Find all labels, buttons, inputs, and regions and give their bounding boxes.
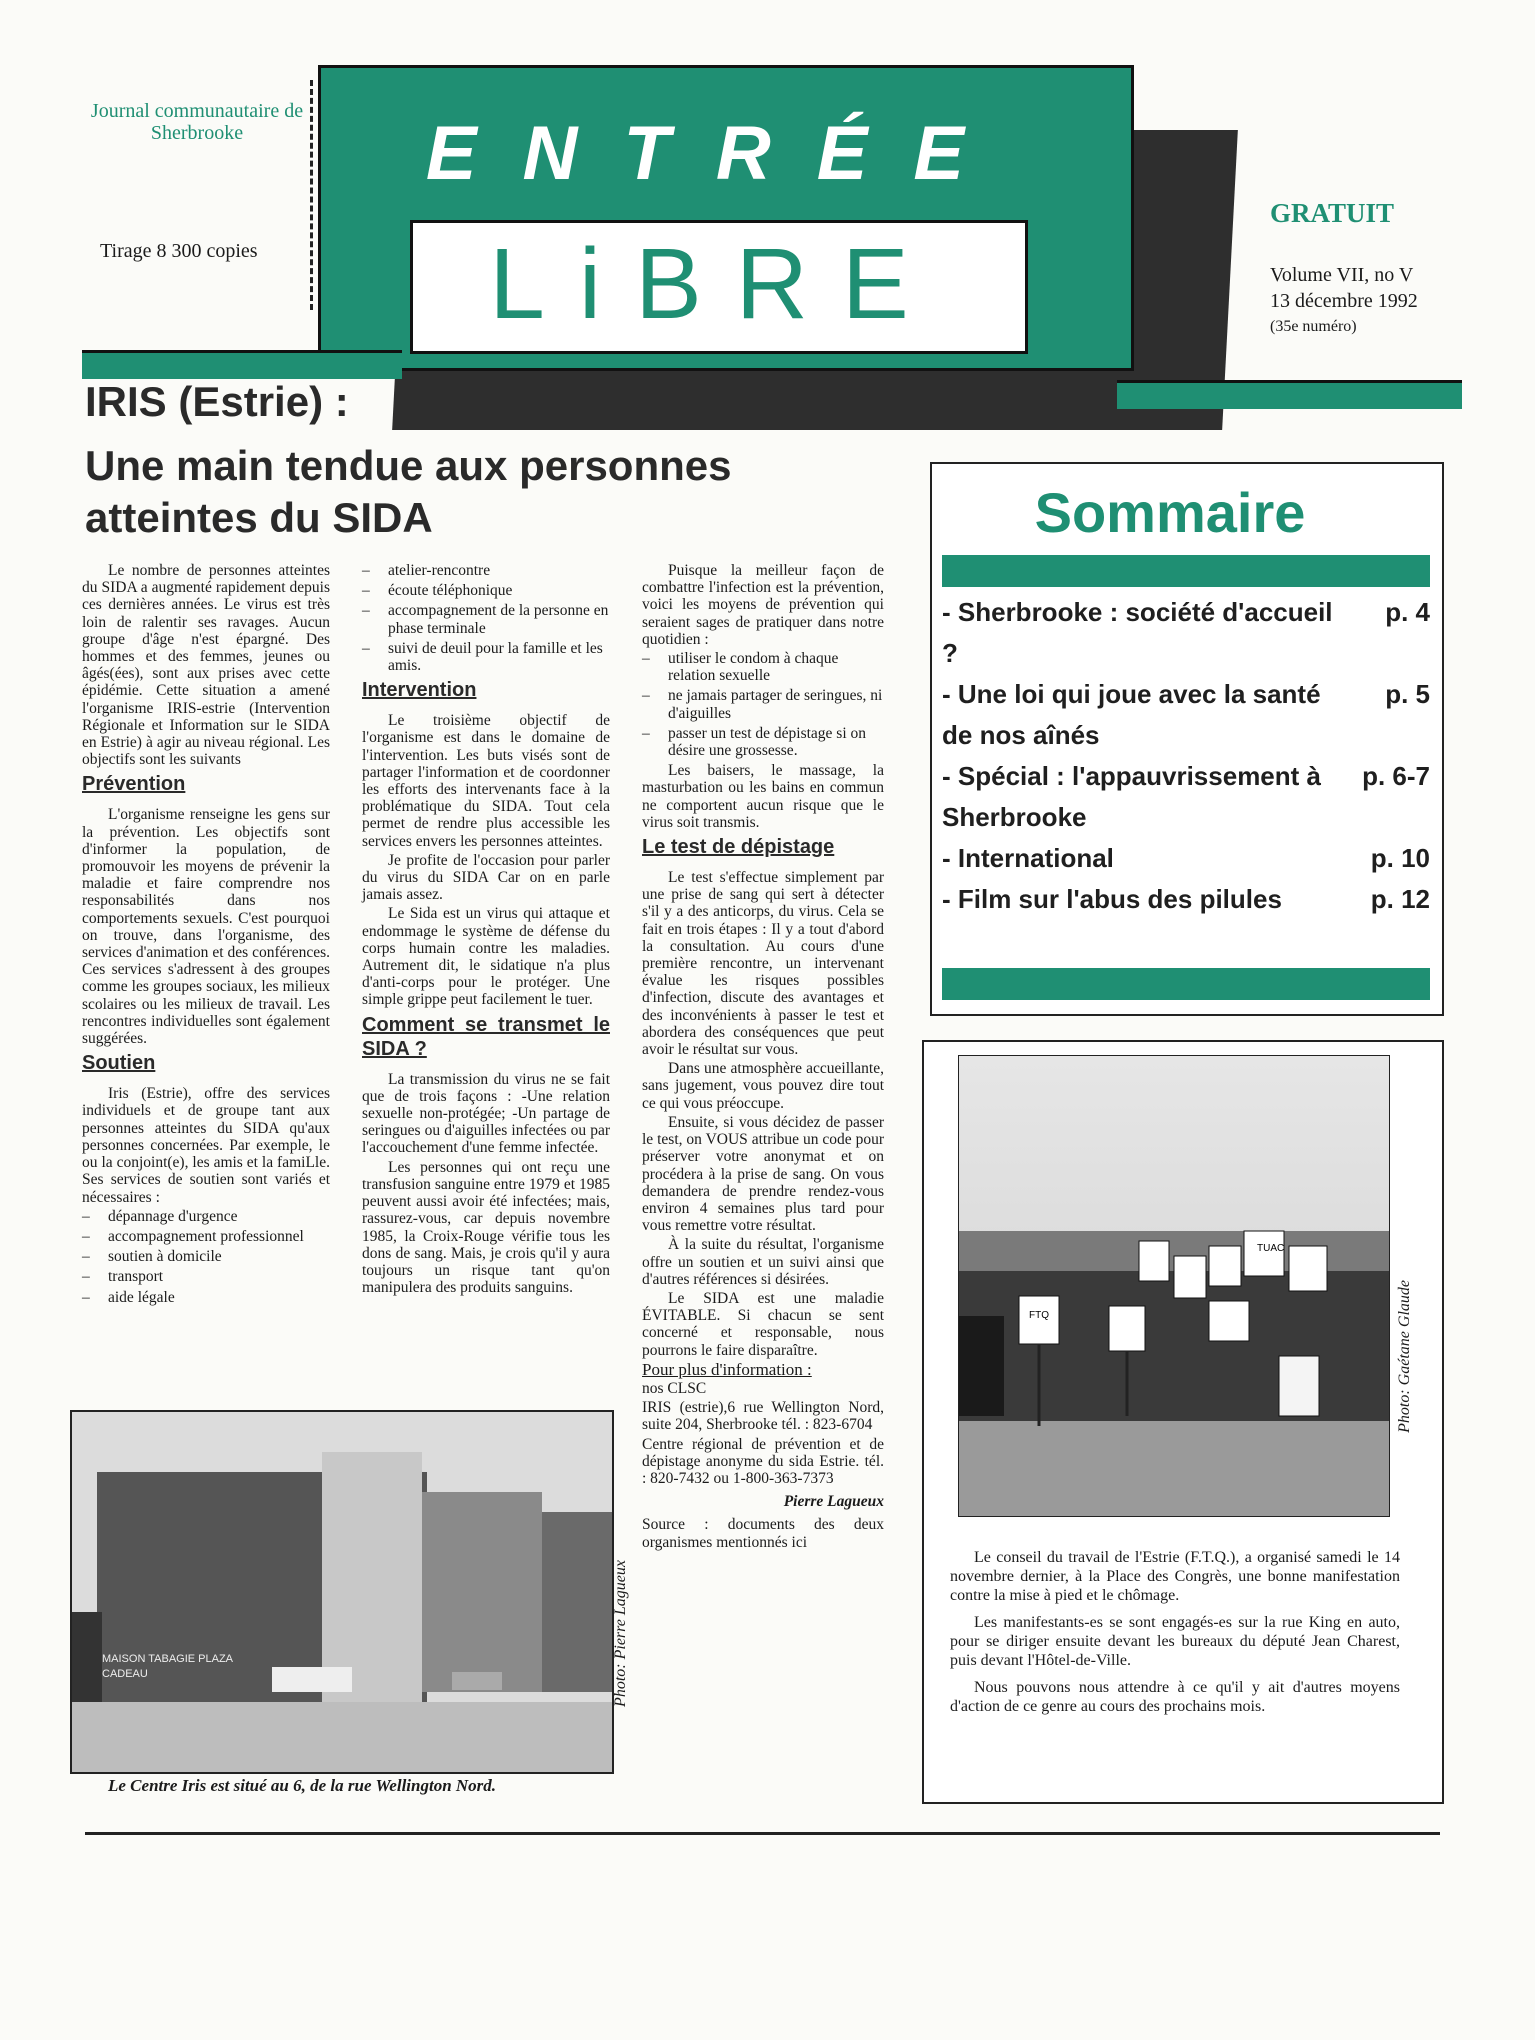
info-heading: Pour plus d'information :: [642, 1359, 812, 1379]
photo-credit-left: Photo: Pierre Lagueux: [612, 1560, 629, 1707]
list-item: – soutien à domicile: [82, 1248, 330, 1265]
building-photo: [70, 1410, 614, 1774]
paragraph: Le nombre de personnes atteintes du SIDA a augmenté rapidement depuis ces dernières années. Le virus est très loin de ralentir ses ravages. Aucun groupe d'âge n'est épargné. Des hommes et des femmes, jeunes ou âgés(ées), sont aux prises avec cette épidémie. Cette situation a amené l'organisme IRIS-estrie (Intervention Régionale et Information sur le SIDA en Estrie) à agir au niveau régional. Les objectifs sont les suivants: [82, 562, 330, 769]
issue-info: [1270, 262, 1418, 340]
caption-paragraph: Le conseil du travail de l'Estrie (F.T.Q.), a organisé samedi le 14 novembre dernier, à la Place des Congrès, une bonne manifestation contre la mise à pied et le chômage.: [950, 1549, 1400, 1604]
paragraph: Les baisers, le massage, la masturbation ou les bains en commun ne comportent aucun risque que le virus soit transmis.: [642, 762, 884, 831]
prevention-list: [642, 650, 884, 759]
building-photo-drawing: [72, 1412, 612, 1772]
masthead-bar-right: [1117, 380, 1462, 409]
list-item: – atelier-rencontre: [362, 562, 610, 579]
perforation-line: [310, 80, 313, 310]
photo-caption-right: [950, 1548, 1400, 1724]
paragraph: Ensuite, si vous décidez de passer le test, on VOUS attribue un code pour préserver votre anonymat et on procédera à la prise de sang. On vous demandera de prendre rendez-vous environ 4 semaines plus tard pour vous remettre votre résultat.: [642, 1113, 884, 1235]
sign-label: FTQ: [1029, 1310, 1049, 1321]
paragraph: Le test s'effectue simplement par une prise de sang qui sert à détecter s'il y a des anticorps, du virus. Cela se fait en trois étapes : Il y a tout d'abord la consultation. Au cours d'une première rencontre, un intervenant évalue les risques possibles d'infection, discute des avantages et des inconvénients à passer le test et abordera des conséquences que peut avoir le résultat sur vous.: [642, 869, 884, 1059]
sommaire-item-page: p. 10: [1370, 843, 1430, 873]
photo-credit-right: Photo: Gaétane Glaude: [1396, 1280, 1413, 1433]
section-heading: Comment se transmet le SIDA ?: [362, 1013, 610, 1060]
article-column-2: [362, 562, 610, 1298]
section-heading: Prévention: [82, 773, 186, 796]
masthead-title-top: ENTRÉE: [425, 111, 1011, 196]
bottom-rule: [85, 1832, 1440, 1835]
sommaire-item: [942, 756, 1430, 838]
sommaire-item-label: - Spécial : l'appauvrissement à Sherbrooke: [942, 761, 1321, 832]
sommaire-item: [942, 838, 1430, 879]
list-item: – aide légale: [82, 1289, 330, 1306]
services-list: [82, 1208, 330, 1306]
paragraph: Iris (Estrie), offre des services individuels et de groupe tant aux personnes atteintes du SIDA qu'aux personnes concernées. Par exemple, le ou la conjoint(e), les amis et la famiLle. Ses services de soutien sont variés et nécessaires :: [82, 1085, 330, 1206]
sommaire-item-label: - Sherbrooke : société d'accueil ?: [942, 597, 1333, 668]
issue-date: 13 décembre 1992: [1270, 290, 1418, 312]
list-item: – dépannage d'urgence: [82, 1208, 330, 1225]
caption-paragraph: Nous pouvons nous attendre à ce qu'il y ait d'autres moyens d'action de ce genre au cours des prochains mois.: [950, 1679, 1400, 1715]
sign-label: TUAC: [1257, 1243, 1285, 1254]
sommaire-list: [942, 592, 1430, 920]
storefront-sign: CADEAU: [102, 1668, 148, 1680]
paragraph: Je profite de l'occasion pour parler du virus du SIDA Car on en parle jamais assez.: [362, 851, 610, 904]
paragraph: Le troisième objectif de l'organisme est dans le domaine de l'intervention. Les buts visés sont de partager l'information et de coordonner les efforts des intervenants face à la problématique du SIDA. Tout cela permet de rendre plus accessible les services envers les personnes atteintes.: [362, 712, 610, 850]
paragraph: L'organisme renseigne les gens sur la prévention. Les objectifs sont d'informer la population, de promouvoir les moyens de prévenir la maladie et faire comprendre nos responsabilités dans nos comportements sexuels. C'est pourquoi on trouve, dans l'organisme, des services d'animation et des conférences. Ces services s'adressent à des groupes comme les groupes sociaux, les milieux scolaires ou les milieux de travail. Les rencontres individuelles sont également suggérées.: [82, 806, 330, 1048]
info-line: nos CLSC: [642, 1379, 707, 1397]
list-item: – écoute téléphonique: [362, 582, 610, 599]
sommaire-bar-bottom: [942, 968, 1430, 1000]
storefront-sign: MAISON TABAGIE PLAZA: [102, 1653, 234, 1665]
sommaire-item-page: p. 6-7: [1362, 761, 1430, 791]
article-headline: Une main tendue aux personnes atteintes du SIDA: [85, 442, 732, 541]
article-author: Pierre Lagueux: [783, 1493, 884, 1511]
article-column-1: [82, 562, 330, 1309]
masthead-bar-left: [82, 350, 402, 379]
demonstration-photo-drawing: [959, 1056, 1389, 1516]
publication-name: Journal communautaire de Sherbrooke: [90, 100, 304, 144]
section-heading: Soutien: [82, 1052, 156, 1075]
price-label: GRATUIT: [1270, 198, 1395, 228]
paragraph: À la suite du résultat, l'organisme offre un soutien et un suivi ainsi que d'autres références si désirées.: [642, 1236, 884, 1288]
list-item: – suivi de deuil pour la famille et les amis.: [362, 640, 610, 674]
sommaire-item-page: p. 12: [1370, 884, 1430, 914]
photo-caption-left: Le Centre Iris est situé au 6, de la rue Wellington Nord.: [108, 1776, 497, 1795]
info-line: Centre régional de prévention et de dépistage anonyme du sida Estrie. tél. : 820-7432 ou 1-800-363-7373: [642, 1435, 884, 1487]
list-item: – accompagnement professionnel: [82, 1228, 330, 1245]
sommaire-item: [942, 674, 1430, 756]
sommaire-bar-top: [942, 555, 1430, 587]
sommaire-item-page: p. 5: [1385, 679, 1430, 709]
sommaire-item-page: p. 4: [1385, 597, 1430, 627]
demonstration-photo: [958, 1055, 1390, 1517]
paragraph: Puisque la meilleur façon de combattre l'infection est la prévention, voici les moyens de prévention qui seraient sages de pratiquer dans notre quotidien :: [642, 562, 884, 648]
services-list-continued: [362, 562, 610, 674]
circulation-text: Tirage 8 300 copies: [100, 240, 258, 262]
article-kicker: IRIS (Estrie) :: [85, 378, 349, 425]
list-item: – ne jamais partager de seringues, ni d'aiguilles: [642, 687, 884, 721]
sommaire-title: Sommaire: [1034, 481, 1306, 544]
list-item: – accompagnement de la personne en phase terminale: [362, 602, 610, 636]
sommaire-item: [942, 879, 1430, 920]
sommaire-item-label: - Une loi qui joue avec la santé de nos aînés: [942, 679, 1321, 750]
list-item: – utiliser le condom à chaque relation sexuelle: [642, 650, 884, 684]
info-line: IRIS (estrie),6 rue Wellington Nord, suite 204, Sherbrooke tél. : 823-6704: [642, 1399, 884, 1434]
volume-text: Volume VII, no V: [1270, 264, 1414, 286]
sommaire-item-label: - Film sur l'abus des pilules: [942, 884, 1282, 914]
list-item: – passer un test de dépistage si on désire une grossesse.: [642, 725, 884, 759]
list-item: – transport: [82, 1268, 330, 1285]
paragraph: La transmission du virus ne se fait que de trois façons : -Une relation sexuelle non-protégée; -Un partage de seringues ou d'aiguilles infectées ou par l'accouchement d'une femme infectée.: [362, 1070, 610, 1157]
article-column-3: [642, 562, 884, 1553]
section-heading: Intervention: [362, 679, 477, 702]
issue-number: (35e numéro): [1270, 318, 1357, 335]
paragraph: Le Sida est un virus qui attaque et endommage le système de défense du corps humain contre les maladies. Autrement dit, le sidatique n'a plus d'anti-corps pour le protéger. Une simple grippe peut facilement le tuer.: [362, 905, 610, 1009]
sommaire-item: [942, 592, 1430, 674]
caption-paragraph: Les manifestants-es se sont engagés-es sur la rue King en auto, pour se diriger ensuite devant les bureaux du député Jean Charest, puis devant l'Hôtel-de-Ville.: [950, 1614, 1400, 1669]
source-line: Source : documents des deux organismes mentionnés ici: [642, 1516, 884, 1551]
paragraph: Le SIDA est une maladie ÉVITABLE. Si chacun se sent concerné et responsable, nous pourrons le faire disparaître.: [642, 1289, 884, 1359]
masthead-title-bottom: LiBRE: [489, 228, 943, 340]
paragraph: Les personnes qui ont reçu une transfusion sanguine entre 1979 et 1985 peuvent aussi avoir été infectées; mais, rassurez-vous, car depuis novembre 1985, la Croix-Rouge vérifie tous les dons de sang. Mais, je crois qu'il y aura toujours un risque tant qu'on manipulera des produits sanguins.: [362, 1158, 610, 1297]
sommaire-item-label: - International: [942, 843, 1114, 873]
section-heading: Le test de dépistage: [642, 836, 835, 859]
paragraph: Dans une atmosphère accueillante, sans jugement, vous pouvez dire tout ce qui vous préoccupe.: [642, 1060, 884, 1112]
